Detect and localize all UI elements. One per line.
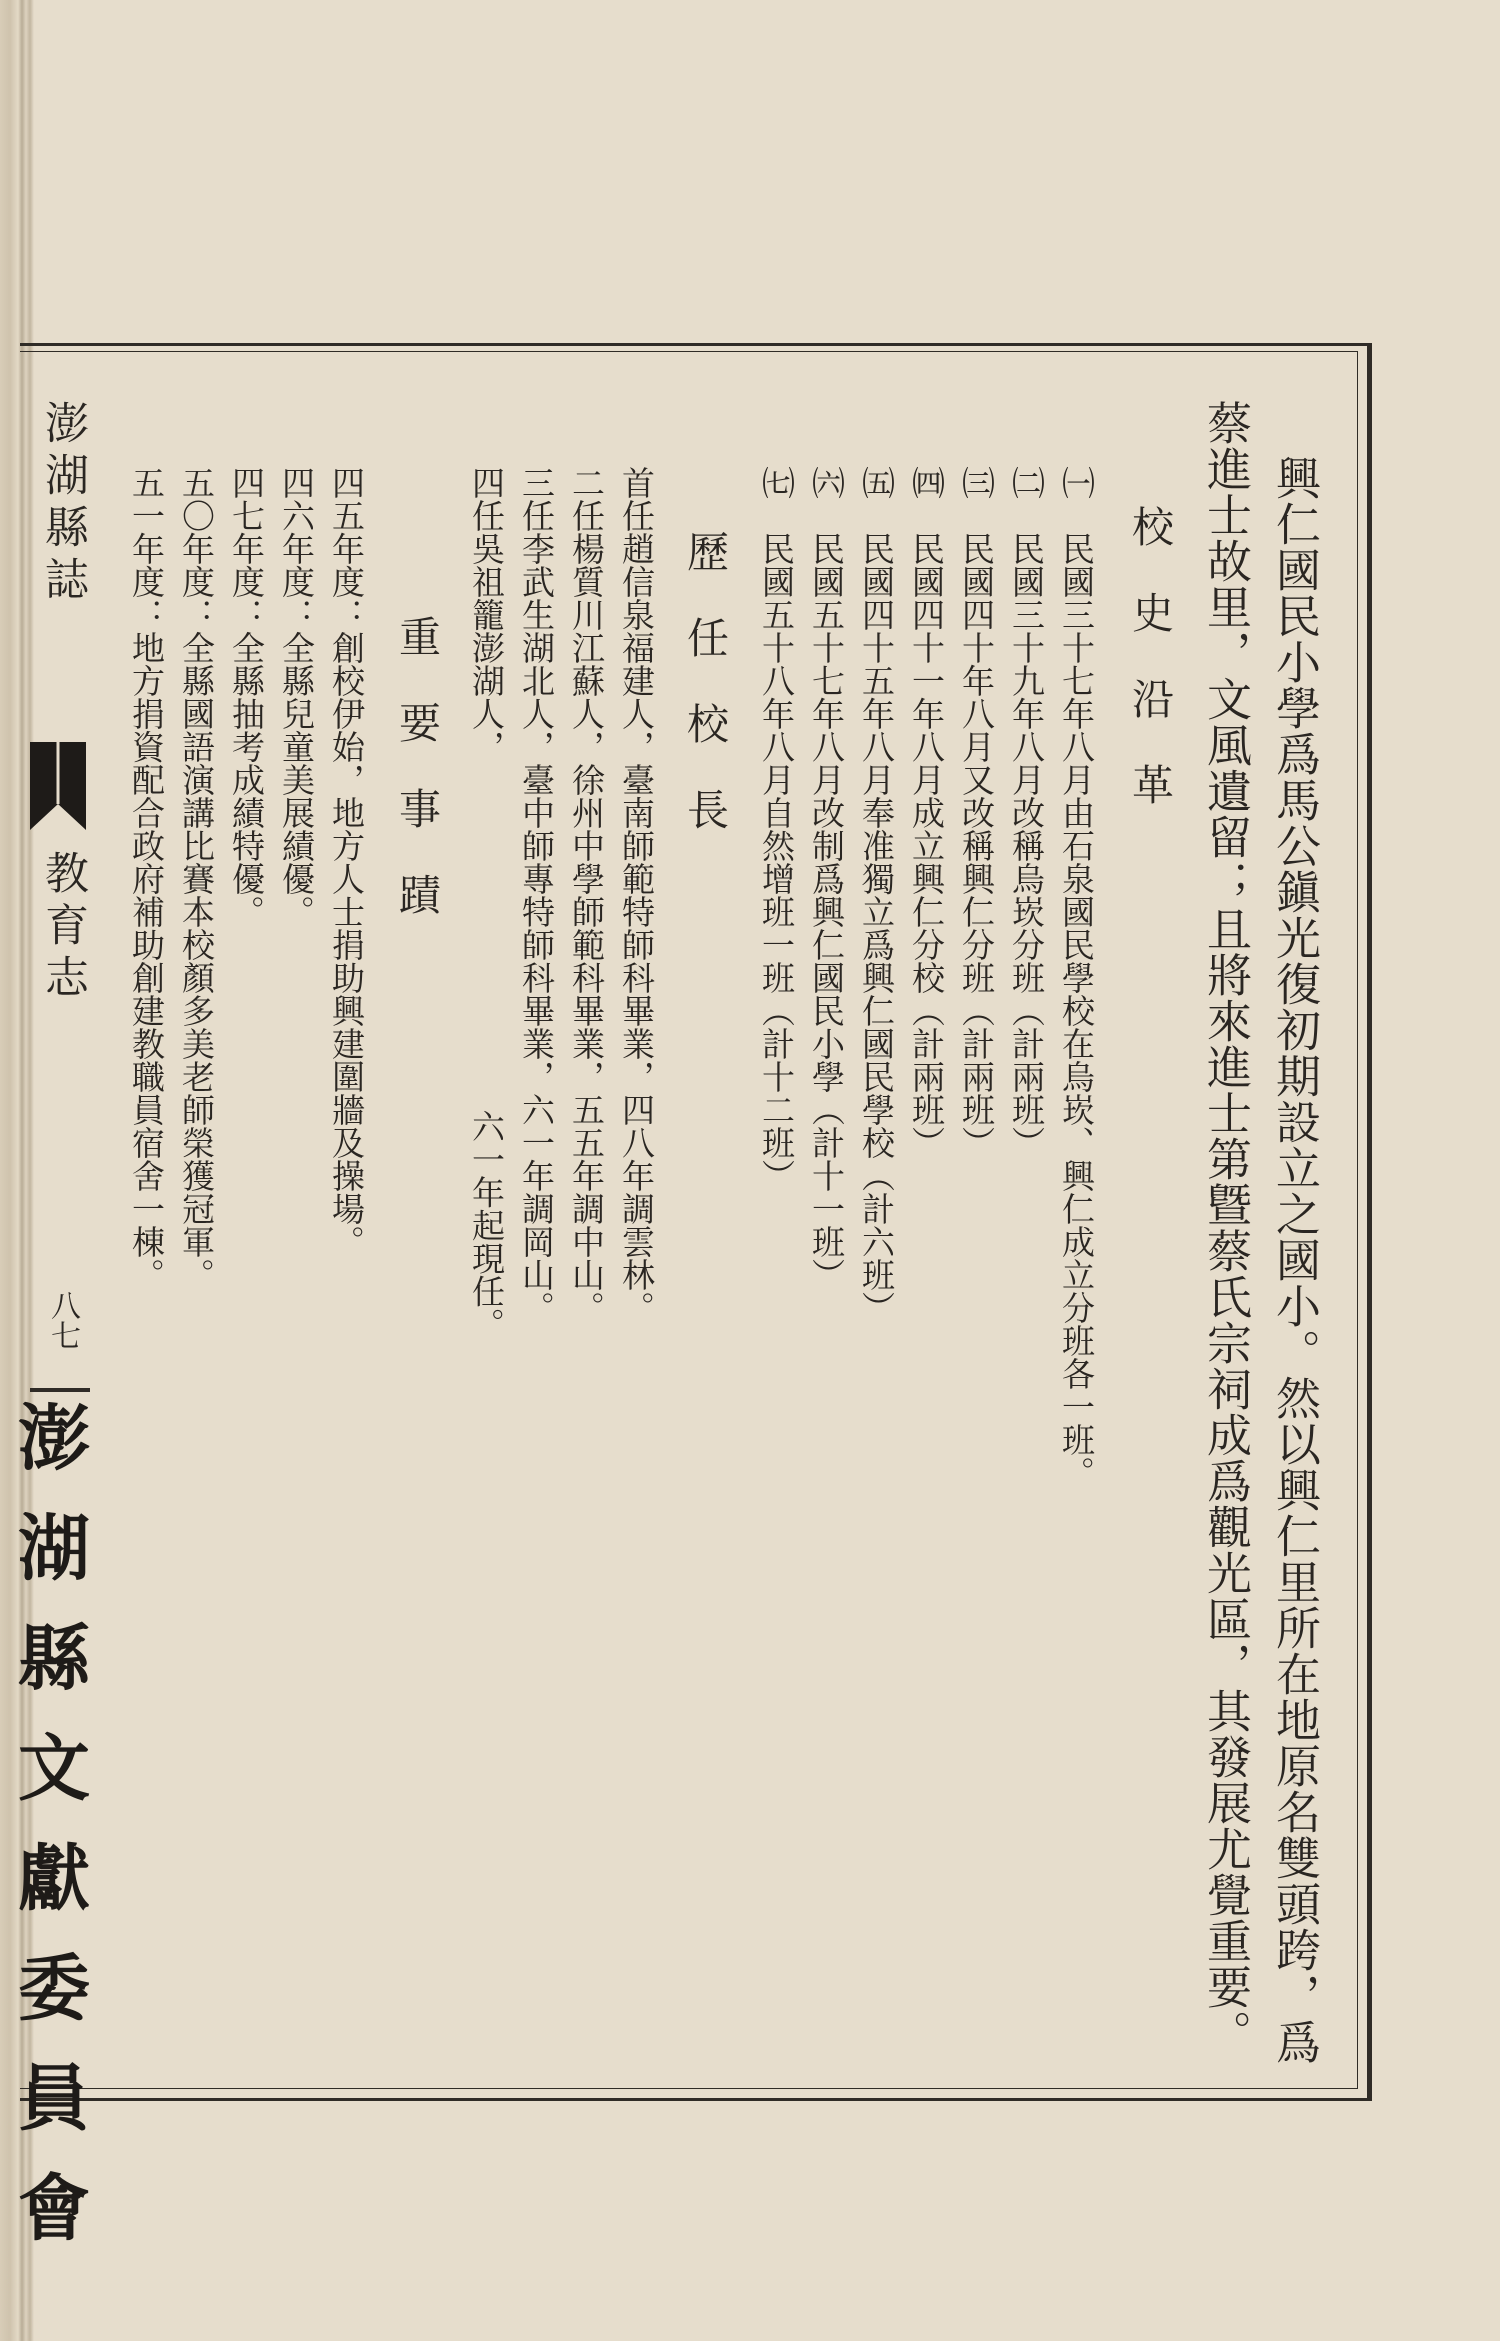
history-item: ㈢ 民國四十年八月又改稱興仁分班（計兩班） xyxy=(957,466,996,1159)
history-item: ㈡ 民國三十九年八月改稱烏崁分班（計兩班） xyxy=(1007,466,1046,1159)
event-entry: 五〇年度：全縣國語演講比賽本校顏多美老師榮獲冠軍。 xyxy=(177,466,216,1291)
event-entry: 四六年度：全縣兒童美展績優。 xyxy=(277,466,316,928)
intro-line-2: 蔡進士故里，文風遺留；且將來進士第曁蔡氏宗祠成爲觀光區，其發展尤覺重要。 xyxy=(1199,400,1252,2056)
margin-divider xyxy=(30,1388,90,1392)
event-entry: 四七年度：全縣抽考成績特優。 xyxy=(227,466,266,928)
history-item: ㈠ 民國三十七年八月由石泉國民學校在烏崁、興仁成立分班各一班。 xyxy=(1057,466,1096,1489)
events-heading: 重要事蹟 xyxy=(393,615,442,959)
page-number: 八七 xyxy=(45,1290,80,1350)
history-heading: 校史沿革 xyxy=(1126,505,1175,849)
intro-line-1: 興仁國民小學爲馬公鎭光復初期設立之國小。然以興仁里所在地原名雙頭跨，爲 xyxy=(1268,455,1321,2065)
principal-entry: 四任吳祖籠澎湖人， 六一年起現任。 xyxy=(467,466,506,1341)
section-title: 教育志 xyxy=(37,850,88,1006)
principal-entry: 首任趙信泉福建人，臺南師範特師科畢業，四八年調雲林。 xyxy=(617,466,656,1324)
principal-entry: 二任楊質川江蘇人，徐州中學師範科畢業，五五年調中山。 xyxy=(567,466,606,1324)
history-item: ㈣ 民國四十一年八月成立興仁分校（計兩班） xyxy=(907,466,946,1159)
publisher-name: 澎湖縣文獻委員會 xyxy=(6,1400,91,2280)
fishtail-ornament xyxy=(28,742,88,832)
event-entry: 五一年度：地方捐資配合政府補助創建教職員宿舍一棟。 xyxy=(127,466,166,1291)
history-item: ㈤ 民國四十五年八月奉准獨立爲興仁國民學校（計六班） xyxy=(857,466,896,1324)
book-title: 澎湖縣誌 xyxy=(37,400,88,608)
history-item: ㈥ 民國五十七年八月改制爲興仁國民小學（計十一班） xyxy=(807,466,846,1291)
event-entry: 四五年度：創校伊始，地方人士捐助興建圍牆及操場。 xyxy=(327,466,366,1258)
principals-heading: 歷任校長 xyxy=(681,530,730,874)
publisher-stamp xyxy=(6,1400,91,2280)
history-item: ㈦ 民國五十八年八月自然增班一班（計十二班） xyxy=(757,466,796,1192)
principal-entry: 三任李武生湖北人，臺中師專特師科畢業，六一年調岡山。 xyxy=(517,466,556,1324)
